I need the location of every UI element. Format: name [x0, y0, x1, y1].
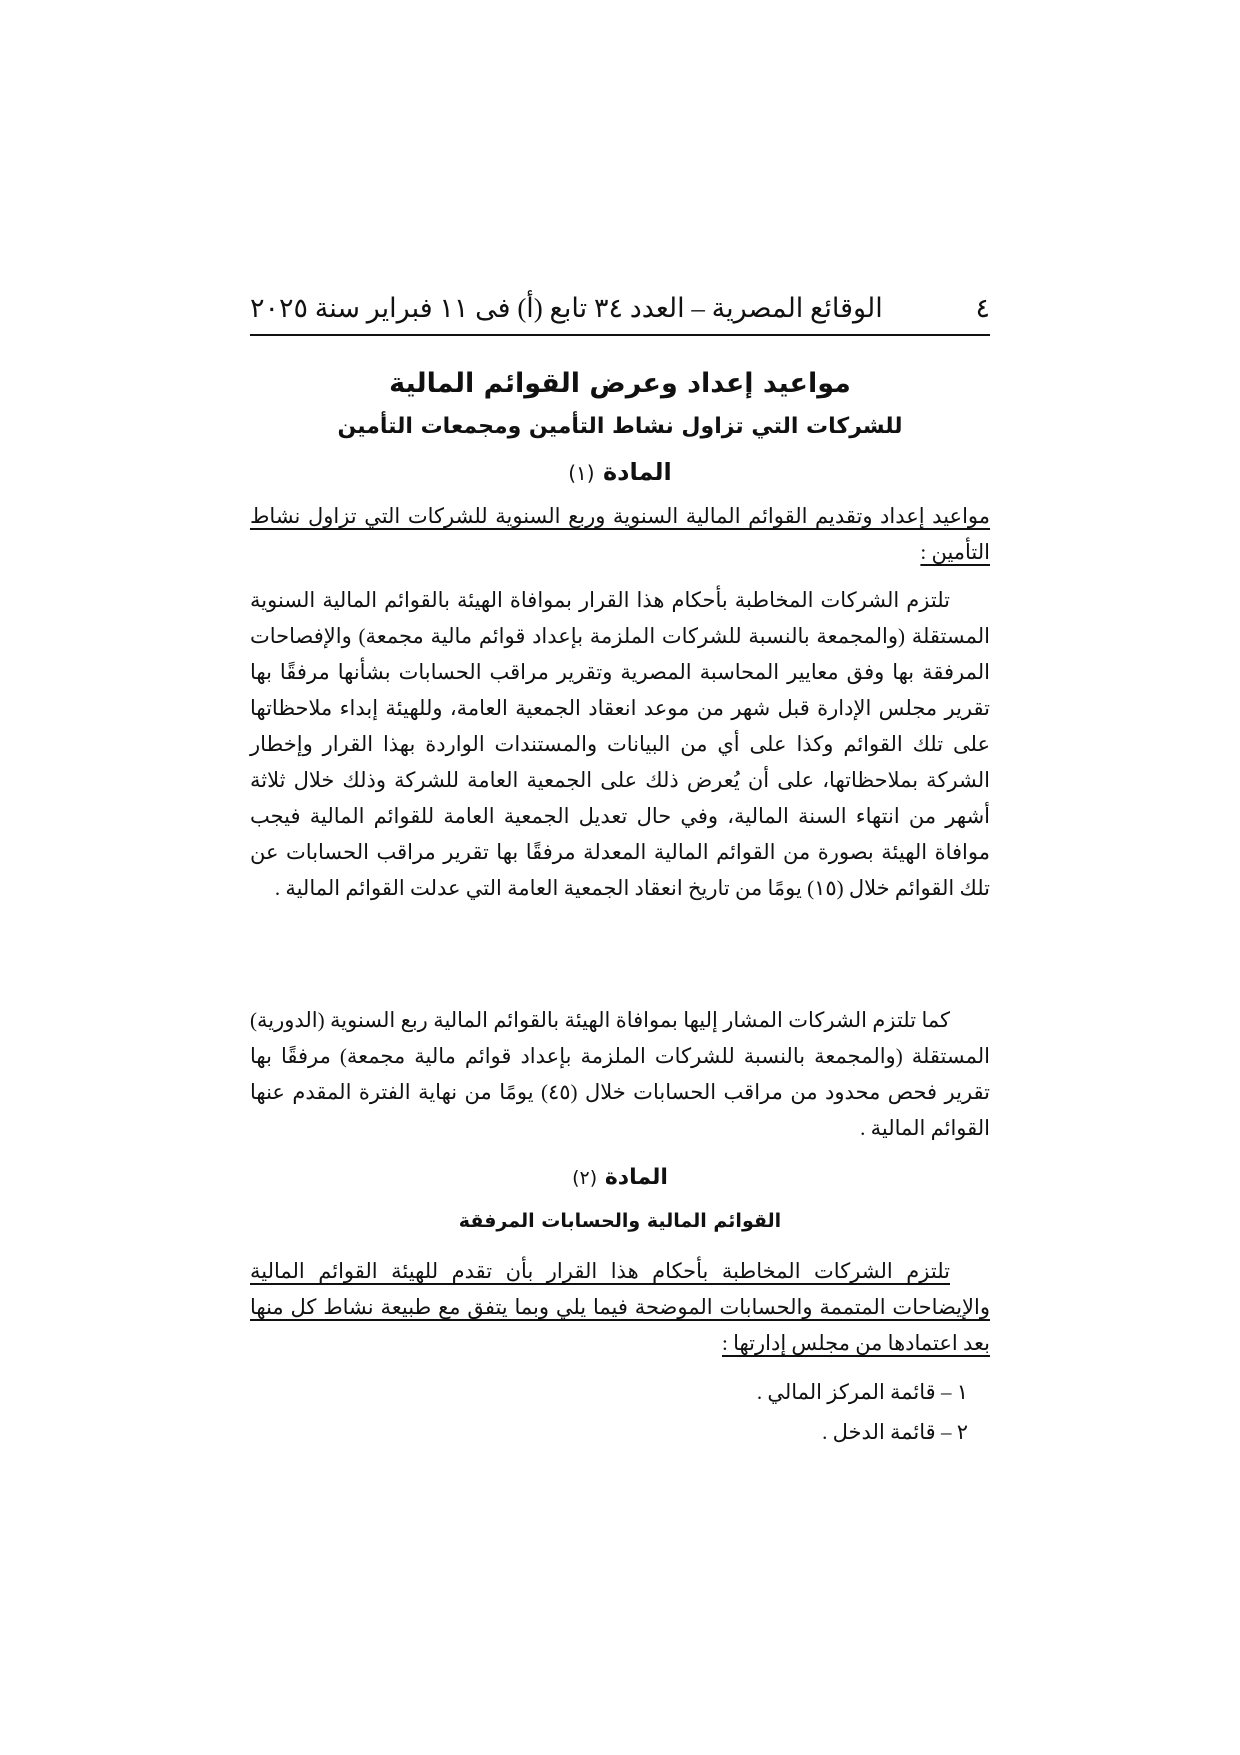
article-1-lead-text: مواعيد إعداد وتقديم القوائم المالية السنوية وربع السنوية للشركات التي تزاول نشاط التأمين :	[250, 504, 990, 564]
article-1-paragraph-2	[250, 1002, 990, 1146]
statements-list	[250, 1372, 990, 1452]
article-2-lead	[250, 1253, 990, 1361]
article-1-paragraph-1	[250, 582, 990, 906]
article-2-label: المادة	[604, 1165, 668, 1190]
article-1-paragraph-1-text: تلتزم الشركات المخاطبة بأحكام هذا القرار بموافاة الهيئة بالقوائم المالية السنوية المستقلة (والمجمعة بالنسبة للشركات الملزمة بإعداد قوائم مالية مجمعة) والإفصاحات المرفقة بها وفق معايير المحاسبة المصرية وتقرير مراقب الحسابات بشأنها مرفقًا بها تقرير مجلس الإدارة قبل شهر من موعد انعقاد الجمعية العامة، وللهيئة إبداء ملاحظاتها على تلك القوائم وكذا على أي من البيانات والمستندات الواردة بهذا القرار وإخطار الشركة بملاحظاتها، على أن يُعرض ذلك على الجمعية العامة للشركة وذلك خلال ثلاثة أشهر من انتهاء السنة المالية، وفي حال تعديل الجمعية العامة للقوائم المالية فيجب موافاة الهيئة بصورة من القوائم المالية المعدلة مرفقًا بها تقرير مراقب الحسابات عن تلك القوائم خلال (١٥) يومًا من تاريخ انعقاد الجمعية العامة التي عدلت القوائم المالية .	[250, 588, 990, 900]
list-item: ٢ – قائمة الدخل .	[822, 1420, 968, 1444]
page-header	[250, 288, 990, 328]
publication-line: الوقائع المصرية – العدد ٣٤ تابع (أ) فى ١١ فبراير سنة ٢٠٢٥	[250, 292, 883, 323]
document-subtitle: للشركات التي تزاول نشاط التأمين ومجمعات التأمين	[337, 414, 903, 439]
article-2-lead-text: تلتزم الشركات المخاطبة بأحكام هذا القرار بأن تقدم للهيئة القوائم المالية والإيضاحات المتممة والحسابات الموضحة فيما يلي وبما يتفق مع طبيعة نشاط كل منها بعد اعتمادها من مجلس إدارتها :	[250, 1259, 990, 1355]
article-2-heading	[250, 1165, 990, 1191]
article-2-subheading: القوائم المالية والحسابات المرفقة	[458, 1210, 782, 1232]
header-divider	[250, 334, 990, 336]
list-item: ١ – قائمة المركز المالي .	[756, 1380, 968, 1404]
article-1-heading	[250, 458, 990, 487]
page-number: ٤	[975, 292, 990, 323]
article-1-paragraph-2-text: كما تلتزم الشركات المشار إليها بموافاة الهيئة بالقوائم المالية ربع السنوية (الدورية) المستقلة (والمجمعة بالنسبة للشركات الملزمة بإعداد قوائم مالية مجمعة) مرفقًا بها تقرير فحص محدود من مراقب الحسابات خلال (٤٥) يومًا من نهاية الفترة المقدم عنها القوائم المالية .	[250, 1008, 991, 1140]
article-1-label: المادة	[602, 458, 672, 486]
document-title: مواعيد إعداد وعرض القوائم المالية	[389, 368, 851, 399]
article-2-number: (٢)	[572, 1167, 598, 1189]
article-1-lead	[250, 498, 990, 570]
article-1-number: (١)	[568, 461, 595, 485]
